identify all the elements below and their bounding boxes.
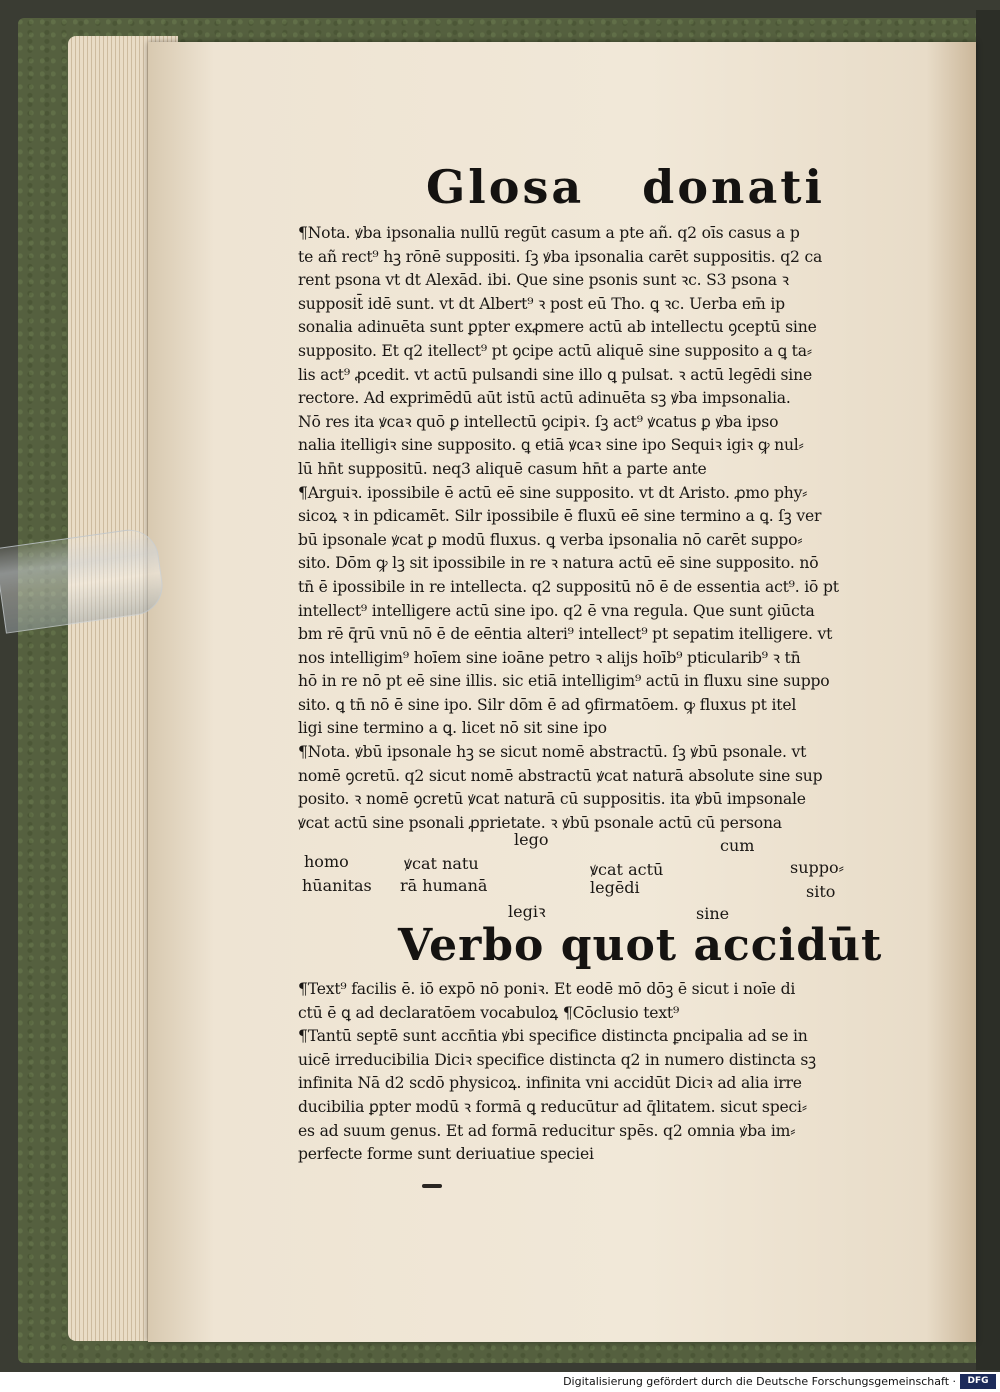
text-line: nalia itelligiꝛ sine supposito. ꝗ etiā ꝟcaꝛ sine ipo Sequiꝛ igiꝛ ꝙ nul⸗ bbox=[298, 436, 804, 455]
text-line: intellect⁹ intelligere actū sine ipo. q2 ē vna regula. Que sunt ꝯiūcta bbox=[298, 601, 815, 620]
diagram-huanitas: hūanitas bbox=[302, 876, 372, 895]
text-line: ¶Arguiꝛ. ipossibile ē actū eē sine supposito. vt dt Aristo. ꝓmo phy⸗ bbox=[298, 483, 808, 502]
book-spine-edge bbox=[976, 10, 1000, 1370]
text-line: rent psona vt dt Alexād. ibi. Que sine psonis sunt ꝛc. S3 psona ꝛ bbox=[298, 271, 789, 290]
diagram-cum: cum bbox=[720, 836, 755, 855]
text-line: sito. ꝗ tn̄ nō ē sine ipo. Silr dōm ē ad ꝯfirmatōem. ꝙ fluxus pt itel bbox=[298, 695, 797, 714]
text-line: rectore. Ad exprimēdū aūt istū actū adinuēta sꝫ ꝟba impsonalia. bbox=[298, 389, 791, 408]
text-line: ducibilia ꝑpter modū ꝛ formā ꝗ reducūtur ad q̄litatem. sicut speci⸗ bbox=[298, 1097, 807, 1116]
text-line: uicē irreducibilia Diciꝛ specifice distincta q2 in numero distincta sꝫ bbox=[298, 1050, 816, 1069]
diagram-sine: sine bbox=[696, 904, 730, 923]
footer-credit: Digitalisierung gefördert durch die Deutsche Forschungsgemeinschaft · bbox=[563, 1375, 956, 1388]
text-line: ¶Nota. ꝟba ipsonalia nullū regūt casum a pte añ. q2 oīs casus a p bbox=[298, 224, 800, 242]
text-line: ¶Nota. ꝟbū ipsonale hꝫ se sicut nomē abstractū. ſꝫ ꝟbū psonale. vt bbox=[298, 743, 807, 762]
diagram-fcat-actu: ꝟcat actū bbox=[590, 860, 664, 879]
section-title: Verbo quot accidūt bbox=[398, 920, 883, 971]
text-line: bū ipsonale ꝟcat ꝑ modū fluxus. ꝗ verba ipsonalia nō carēt suppo⸗ bbox=[298, 530, 803, 549]
header-word-donati: donati bbox=[642, 160, 825, 214]
diagram-legedi: legēdi bbox=[590, 878, 640, 897]
text-line: es ad suum genus. Et ad formā reducitur spēs. q2 omnia ꝟba im⸗ bbox=[298, 1121, 796, 1140]
text-line: ꝟcat actū sine psonali ꝓprietate. ꝛ ꝟbū psonale actū cū persona bbox=[298, 813, 782, 832]
verb-diagram bbox=[300, 826, 880, 926]
diagram-lego: lego bbox=[514, 830, 549, 849]
diagram-sito: sito bbox=[806, 882, 836, 901]
page-header bbox=[426, 160, 825, 224]
text-line: sito. Dōm ꝙ lꝫ sit ipossibile in re ꝛ natura actū eē sine supposito. nō bbox=[298, 554, 819, 573]
text-line: infinita Nā d2 scdō physicoꝝ. infinita vni accidūt Diciꝛ ad alia irre bbox=[298, 1074, 802, 1093]
text-line: bm rē q̄rū vnū nō ē de eēntia alteri⁹ intellect⁹ pt sepatim itelligere. vt bbox=[298, 625, 833, 644]
text-line: nos intelligim⁹ hoīem sine ioāne petro ꝛ alijs hoīb⁹ pticularib⁹ ꝛ tn̄ bbox=[298, 648, 801, 667]
text-line: lū hn̄t suppositū. neq3 aliquē casum hn̄t a parte ante bbox=[298, 459, 707, 478]
text-line: posito. ꝛ nomē ꝯcretū ꝟcat naturā cū suppositis. ita ꝟbū impsonale bbox=[298, 790, 806, 809]
header-word-glosa: Glosa bbox=[426, 160, 585, 214]
text-line: supposito. Et q2 itellect⁹ pt ꝯcipe actū aliquē sine supposito a ꝗ ta⸗ bbox=[298, 341, 812, 360]
text-line: supposit̄ idē sunt. vt dt Albert⁹ ꝛ post eū Tho. ꝗ ꝛc. Uerba em̄ ip bbox=[298, 294, 785, 313]
text-line: lis act⁹ ꝓcedit. vt actū pulsandi sine illo ꝗ pulsat. ꝛ actū legēdi sine bbox=[298, 365, 812, 384]
text-line: tn̄ ē ipossibile in re intellecta. q2 suppositū nō ē de essentia act⁹. iō pt bbox=[298, 577, 839, 596]
diagram-legit: legiꝛ bbox=[508, 902, 546, 921]
footer-bar bbox=[0, 1372, 1000, 1392]
diagram-fcat-natu: ꝟcat natu bbox=[404, 854, 479, 873]
ornament-dash bbox=[422, 1184, 442, 1188]
text-line: ctū ē ꝗ ad declaratōem vocabuloꝝ ¶Cōclusio text⁹ bbox=[298, 1003, 680, 1022]
diagram-ra-humana: rā humanā bbox=[400, 876, 488, 895]
text-line: te añ rect⁹ hꝫ rōnē suppositi. ſꝫ ꝟba ipsonalia carēt suppositis. q2 ca bbox=[298, 247, 823, 266]
diagram-homo: homo bbox=[304, 852, 349, 871]
text-line: Nō res ita ꝟcaꝛ quō ꝑ intellectū ꝯcipiꝛ. ſꝫ act⁹ ꝟcatus ꝑ ꝟba ipso bbox=[298, 412, 779, 431]
main-text-block bbox=[298, 222, 886, 835]
text-line: ¶Tantū septē sunt accn̄tia ꝟbi specifice distincta ꝑncipalia ad se in bbox=[298, 1027, 808, 1046]
second-text-block bbox=[298, 978, 886, 1167]
text-line: ligi sine termino a ꝗ. licet nō sit sine ipo bbox=[298, 719, 607, 738]
text-line: ¶Text⁹ facilis ē. iō expō nō poniꝛ. Et eodē mō dōꝫ ē sicut i noīe di bbox=[298, 980, 796, 998]
dfg-logo-icon: DFG bbox=[960, 1374, 996, 1389]
text-line: sonalia adinuēta sunt ꝑpter exꝓmere actū ab intellectu ꝯceptū sine bbox=[298, 318, 817, 337]
text-line: perfecte forme sunt deriuatiue speciei bbox=[298, 1145, 594, 1164]
text-line: sicoꝝ ꝛ in pdicamēt. Silr ipossibile ē fluxū eē sine termino a ꝗ. ſꝫ ver bbox=[298, 507, 822, 526]
text-line: hō in re nō pt eē sine illis. sic etiā intelligim⁹ actū in fluxu sine suppo bbox=[298, 672, 830, 691]
diagram-suppo: suppo⸗ bbox=[790, 858, 844, 877]
text-line: nomē ꝯcretū. q2 sicut nomē abstractū ꝟcat naturā absolute sine sup bbox=[298, 766, 823, 785]
